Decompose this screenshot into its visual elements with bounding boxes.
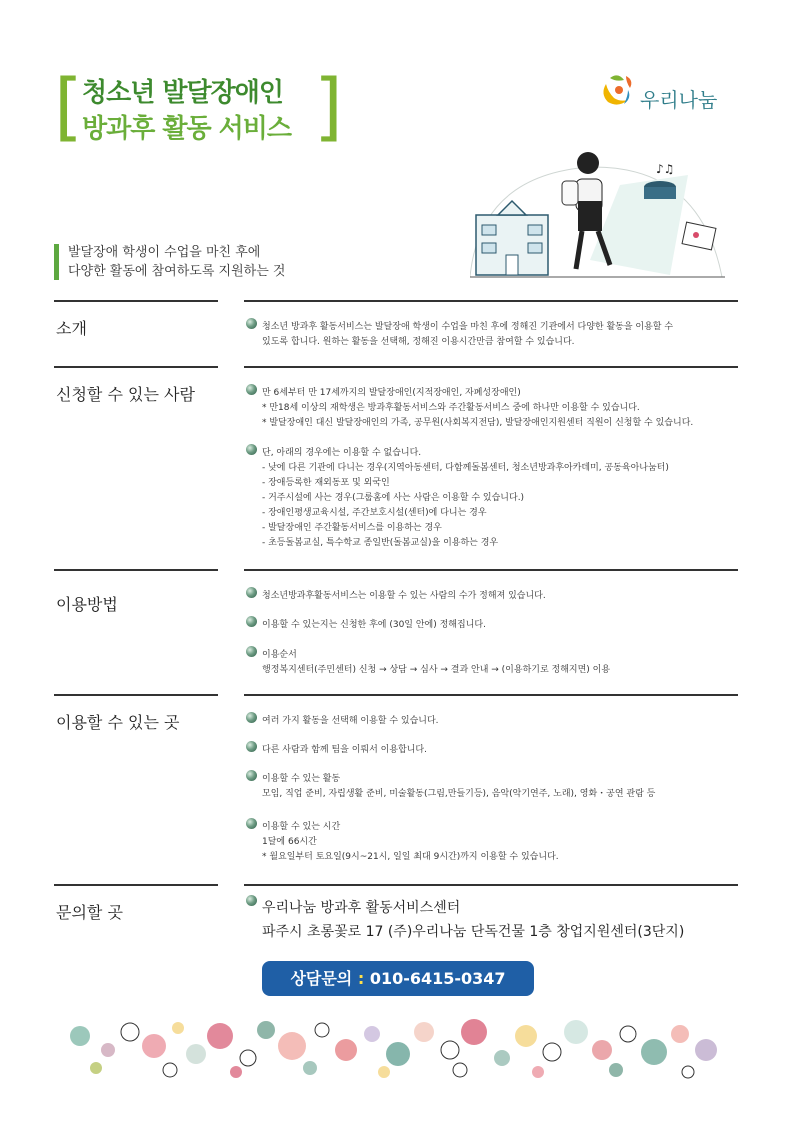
place-item-4: 이용할 수 있는 시간 1달에 66시간 * 월요일부터 토요일(9시~21시, 일일 최대 9시간)까지 이용할 수 있습니다. [262,822,559,862]
place-item-3: 이용할 수 있는 활동 모임, 직업 준비, 자립생활 준비, 미술활동(그림,만들기등), 음악(악기연주, 노래), 영화・공연 관람 등 [262,774,656,799]
method-item-1: 청소년방과후활동서비스는 이용할 수 있는 사람의 수가 정해져 있습니다. [262,591,546,601]
section-divider [54,366,218,368]
section-heading-contact: 문의할 곳 [56,903,123,922]
subtitle-accent-bar [54,244,59,280]
bullet-icon [246,318,257,329]
eligible-item-1: 만 6세부터 만 17세까지의 발달장애인(지적장애인, 자폐성장애인) * 만18세 이상의 재학생은 방과후활동서비스와 주간활동서비스 중에 하나만 이용할 수 있습니다. * 발달장애인 대신 발달장애인의 가족, 공무원(사회복지전담), 발달장애인지원센터 직원이 신청할 수 있습니다. [262,388,694,428]
section-divider [244,694,738,696]
intro-text: 청소년 방과후 활동서비스는 발달장애 학생이 수업을 마친 후에 정해진 기관에서 다양한 활동을 이용할 수 있도록 합니다. 원하는 활동을 선택해, 정해진 이용시간만큼 참여할 수 있습니다. [262,322,674,347]
section-heading-method: 이용방법 [56,595,118,614]
section-heading-intro: 소개 [56,319,87,338]
method-item-2: 이용할 수 있는지는 신청한 후에 (30일 안에) 정해집니다. [262,620,486,630]
page-title-line2: 방과후 활동 서비스 [82,114,292,144]
title-bracket-right: ] [314,64,343,150]
bullet-icon [246,587,257,598]
bullet-icon [246,616,257,627]
section-divider [54,884,218,886]
section-divider [54,569,218,571]
section-divider [244,884,738,886]
leaf-person-logo-icon [598,70,638,110]
section-heading-eligible: 신청할 수 있는 사람 [56,385,195,404]
student-illustration [470,145,740,285]
place-item-2: 다른 사람과 함께 팀을 이뤄서 이용합니다. [262,745,427,755]
bullet-icon [246,444,257,455]
method-item-3: 이용순서 행정복지센터(주민센터) 신청 → 상담 → 심사 → 결과 안내 → (이용하기로 정해지면) 이용 [262,650,611,675]
bullet-icon [246,770,257,781]
logo-text: 우리나눔 [640,88,718,112]
section-divider [54,300,218,302]
bullet-icon [246,895,257,906]
consult-separator: : [352,969,370,988]
section-divider [244,366,738,368]
consult-label: 상담문의 [290,969,353,988]
subtitle-line1: 발달장애 학생이 수업을 마친 후에 [68,245,261,260]
bullet-icon [246,646,257,657]
bullet-icon [246,712,257,723]
place-item-1: 여러 가지 활동을 선택해 이용할 수 있습니다. [262,716,439,726]
section-divider [244,300,738,302]
consult-phone: 010-6415-0347 [369,969,506,988]
consult-phone-button[interactable] [262,961,534,996]
section-divider [244,569,738,571]
contact-address: 우리나눔 방과후 활동서비스센터 파주시 초롱꽃로 17 (주)우리나눔 단독건물 1층 창업지원센터(3단지) [262,900,685,940]
section-heading-place: 이용할 수 있는 곳 [56,713,180,732]
bullet-icon [246,818,257,829]
eligible-item-2: 단, 아래의 경우에는 이용할 수 없습니다. - 낮에 다른 기관에 다니는 경우(지역아동센터, 다함께돌봄센터, 청소년방과후아카데미, 공동육아나눔터) - 장애등록한 재외동포 및 외국인 - 거주시설에 사는 경우(그룹홈에 사는 사람은 이용할 수 있습니다.) - 장애인평생교육시설, 주간보호시설(센터)에 다니는 경우 - 발달장애인 주간활동서비스를 이용하는 경우 - 초등돌봄교실, 특수학교 종일반(돌봄교실)을 이용하는 경우 [262,448,669,548]
svg-text:♪♫: ♪♫ [656,162,675,176]
bullet-icon [246,741,257,752]
subtitle-line2: 다양한 활동에 참여하도록 지원하는 것 [68,264,286,279]
bullet-icon [246,384,257,395]
section-divider [54,694,218,696]
decorative-bubbles [60,1010,730,1082]
title-bracket-left: [ [54,64,83,150]
page-title-line1: 청소년 발달장애인 [82,78,283,108]
subtitle [68,243,285,281]
